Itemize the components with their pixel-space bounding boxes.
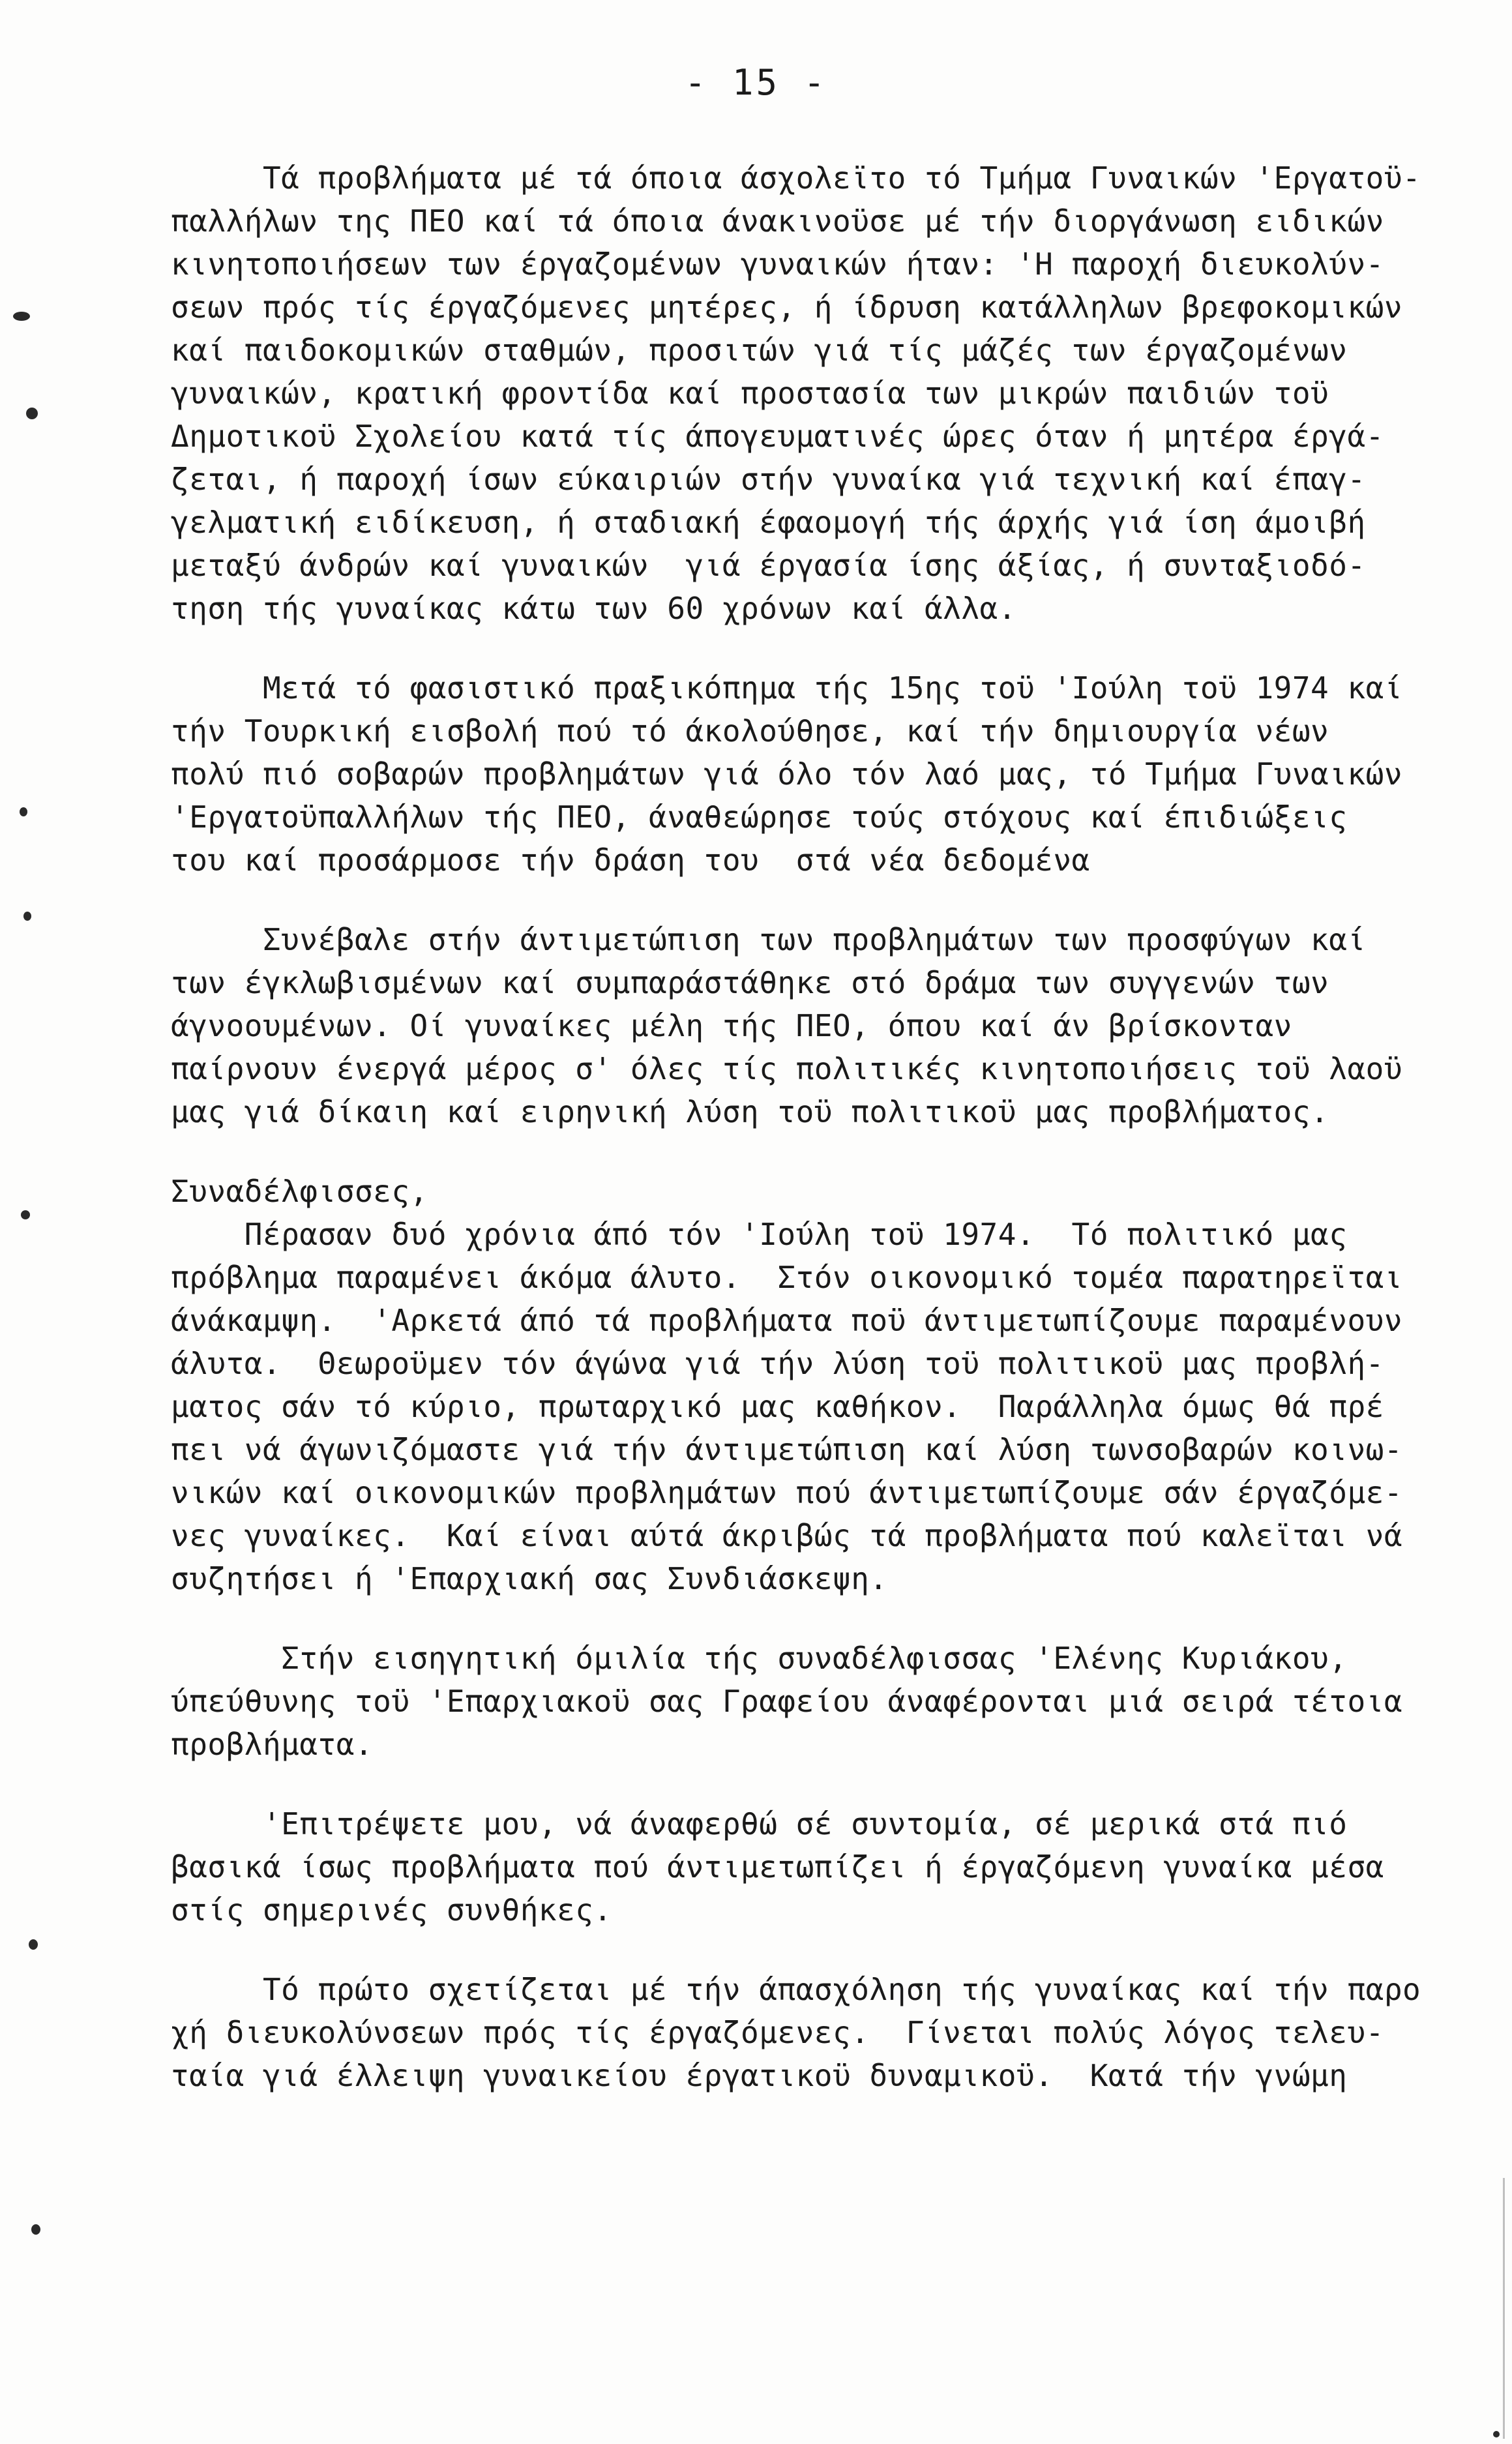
text-line: μας γιά δίκαιη καί ειρηνική λύση τοϋ πολιτικοϋ μας προβλήματος. — [171, 1094, 1329, 1129]
text-line: καί παιδοκομικών σταθμών, προσιτών γιά τίς μάζές των έργαζομένων — [171, 333, 1348, 368]
text-line: μεταξύ άνδρών καί γυναικών γιά έργασία ίσης άξίας, ή συνταξιοδό- — [171, 548, 1366, 583]
text-line: Μετά τό φασιστικό πραξικόπημα τής 15ης τοϋ 'Ιούλη τοϋ 1974 καί — [171, 670, 1403, 706]
text-line: νικών καί οικονομικών προβλημάτων πού άντιμετωπίζουμε σάν έργαζόμε- — [171, 1475, 1403, 1510]
paragraph-4 — [171, 1170, 1507, 1600]
text-line: χή διευκολύνσεων πρός τίς έργαζόμενες. Γίνεται πολύς λόγος τελευ- — [171, 2015, 1384, 2050]
text-line: Στήν εισηγητική όμιλία τής συναδέλφισσας 'Ελένης Κυριάκου, — [171, 1641, 1348, 1676]
text-line: Πέρασαν δυό χρόνια άπό τόν 'Ιούλη τοϋ 1974. Τό πολιτικό μας — [171, 1217, 1348, 1252]
text-line: 'Επιτρέψετε μου, νά άναφερθώ σέ συντομία, σέ μερικά στά πιό — [171, 1806, 1348, 1841]
text-line: συζητήσει ή 'Επαρχιακή σας Συνδιάσκεψη. — [171, 1561, 888, 1596]
paragraph-1 — [171, 156, 1507, 630]
scan-mark — [21, 1210, 30, 1219]
body-text — [171, 156, 1507, 2097]
text-line: πολύ πιό σοβαρών προβλημάτων γιά όλο τόν λαό μας, τό Τμήμα Γυναικών — [171, 756, 1403, 792]
text-line: ύπεύθυνης τοϋ 'Επαρχιακοϋ σας Γραφείου άναφέρονται μιά σειρά τέτοια — [171, 1684, 1403, 1719]
text-line: άνάκαμψη. 'Αρκετά άπό τά προβλήματα ποϋ άντιμετωπίζουμε παραμένουν — [171, 1303, 1403, 1338]
scan-mark — [20, 807, 27, 816]
text-line: Τό πρώτο σχετίζεται μέ τήν άπασχόληση τής γυναίκας καί τήν παρο — [171, 1972, 1421, 2007]
text-line: τήν Τουρκική εισβολή πού τό άκολούθησε, καί τήν δημιουργία νέων — [171, 713, 1329, 749]
scan-mark — [23, 912, 31, 921]
paragraph-5 — [171, 1637, 1507, 1766]
paragraph-7 — [171, 1968, 1507, 2097]
text-line: σεων πρός τίς έργαζόμενες μητέρες, ή ίδρυση κατάλληλων βρεφοκομικών — [171, 290, 1403, 325]
text-line: Τά προβλήματα μέ τά όποια άσχολεϊτο τό Τμήμα Γυναικών 'Εργατοϋ- — [171, 160, 1421, 196]
paragraph-3 — [171, 918, 1507, 1133]
salutation: Συναδέλφισσες, — [171, 1174, 428, 1209]
scan-mark — [13, 312, 30, 321]
text-line: πρόβλημα παραμένει άκόμα άλυτο. Στόν οικονομικό τομέα παρατηρεϊται — [171, 1260, 1403, 1295]
text-line: των έγκλωβισμένων καί συμπαράστάθηκε στό δράμα των συγγενών των — [171, 965, 1329, 1000]
text-line: ματος σάν τό κύριο, πρωταρχικό μας καθήκον. Παράλληλα όμως θά πρέ — [171, 1389, 1384, 1424]
text-line: άλυτα. Θεωροϋμεν τόν άγώνα γιά τήν λύση τοϋ πολιτικοϋ μας προβλή- — [171, 1346, 1384, 1381]
text-line: Δημοτικοϋ Σχολείου κατά τίς άπογευματινές ώρες όταν ή μητέρα έργά- — [171, 419, 1384, 454]
paragraph-2 — [171, 666, 1507, 882]
scan-mark — [29, 1939, 38, 1950]
text-line: πει νά άγωνιζόμαστε γιά τήν άντιμετώπιση καί λύση τωνσοβαρών κοινω- — [171, 1432, 1403, 1467]
scan-mark — [26, 408, 38, 419]
text-line: γυναικών, κρατική φροντίδα καί προστασία των μικρών παιδιών τοϋ — [171, 376, 1329, 411]
text-line: ζεται, ή παροχή ίσων εύκαιριών στήν γυναίκα γιά τεχνική καί έπαγ- — [171, 462, 1366, 497]
text-line: νες γυναίκες. Καί είναι αύτά άκριβώς τά προβλήματα πού καλεϊται νά — [171, 1518, 1403, 1553]
text-line: Συνέβαλε στήν άντιμετώπιση των προβλημάτων των προσφύγων καί — [171, 922, 1366, 957]
paragraph-6 — [171, 1802, 1507, 1931]
text-line: κινητοποιήσεων των έργαζομένων γυναικών ήταν: 'Η παροχή διευκολύν- — [171, 246, 1384, 282]
scan-mark — [31, 2224, 40, 2235]
scan-edge-line — [1503, 2178, 1505, 2439]
text-line: παλλήλων της ΠΕΟ καί τά όποια άνακινοϋσε μέ τήν διοργάνωση ειδικών — [171, 203, 1384, 239]
text-line: παίρνουν ένεργά μέρος σ' όλες τίς πολιτικές κινητοποιήσεις τοϋ λαοϋ — [171, 1051, 1403, 1086]
text-line: γελματική ειδίκευση, ή σταδιακή έφαομογή τής άρχής γιά ίση άμοιβή — [171, 505, 1366, 540]
text-line: ταία γιά έλλειψη γυναικείου έργατικοϋ δυναμικοϋ. Κατά τήν γνώμη — [171, 2058, 1348, 2093]
text-line: 'Εργατοϋπαλλήλων τής ΠΕΟ, άναθεώρησε τούς στόχους καί έπιδιώξεις — [171, 799, 1348, 835]
text-line: του καί προσάρμοσε τήν δράση του στά νέα δεδομένα — [171, 842, 1090, 878]
scan-mark — [1493, 2431, 1500, 2437]
page-number: - 15 - — [684, 62, 828, 103]
text-line: προβλήματα. — [171, 1727, 374, 1762]
text-line: βασικά ίσως προβλήματα πού άντιμετωπίζει ή έργαζόμενη γυναίκα μέσα — [171, 1849, 1384, 1885]
text-line: τηση τής γυναίκας κάτω των 60 χρόνων καί άλλα. — [171, 591, 1016, 626]
text-line: στίς σημερινές συνθήκες. — [171, 1892, 612, 1928]
text-line: άγνοουμένων. Οί γυναίκες μέλη τής ΠΕΟ, όπου καί άν βρίσκονταν — [171, 1008, 1292, 1043]
